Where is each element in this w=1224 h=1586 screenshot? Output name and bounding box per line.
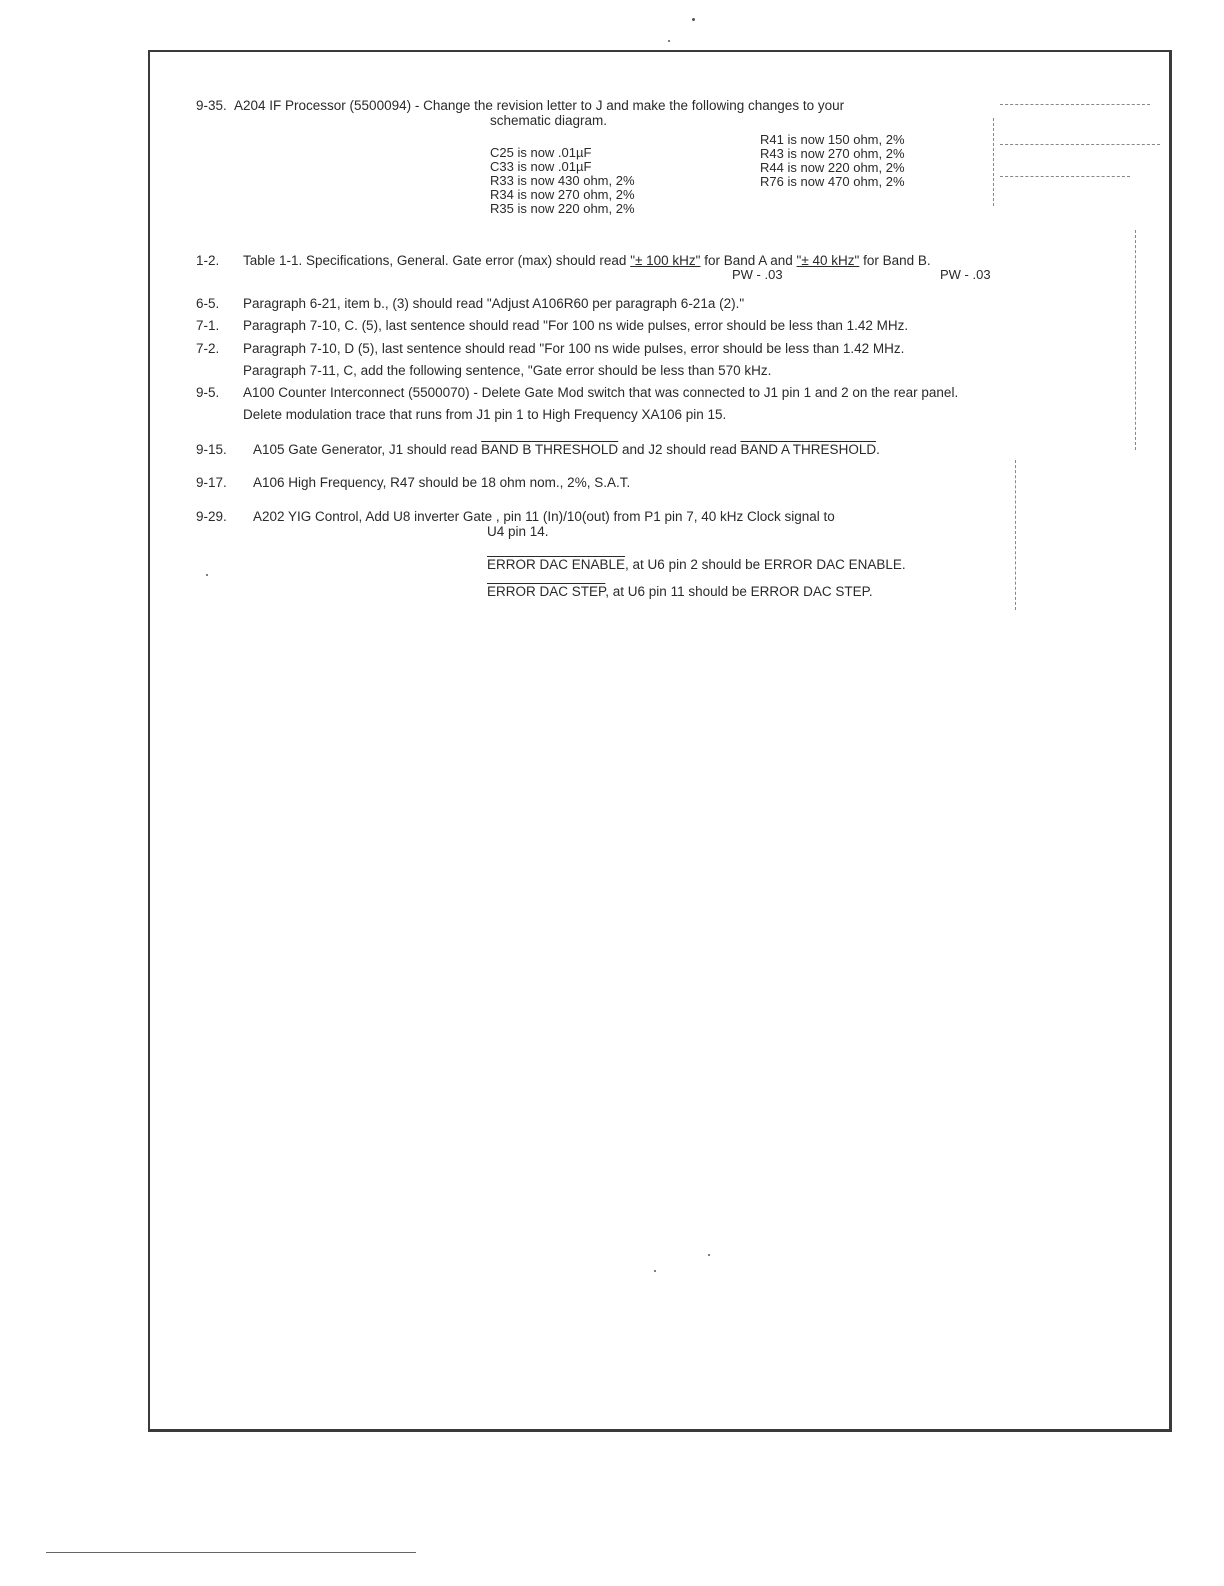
change-item: C33 is now .01µF: [490, 159, 592, 174]
note-number-9-17: 9-17.: [196, 475, 227, 490]
change-item: R43 is now 270 ohm, 2%: [760, 146, 905, 161]
scan-speck: [668, 40, 670, 42]
note-9-29-text2: U4 pin 14.: [487, 524, 549, 539]
fraction-band-a: "± 100 kHz": [630, 253, 701, 268]
signal-error-dac-step: ERROR DAC STEP: [487, 584, 606, 599]
note-1-2-post: for Band B.: [859, 253, 931, 268]
note-9-35-line2: schematic diagram.: [490, 113, 608, 128]
signal-band-b-threshold: BAND B THRESHOLD: [481, 442, 619, 457]
change-item: R41 is now 150 ohm, 2%: [760, 132, 905, 147]
scan-speck: [206, 574, 208, 576]
note-9-35-line1: A204 IF Processor (5500094) - Change the revision letter to J and make the following changes to your: [234, 98, 845, 113]
note-7-1-text: Paragraph 7-10, C. (5), last sentence should read "For 100 ns wide pulses, error should be less than 1.42 MHz.: [243, 318, 909, 333]
denominator-band-b: PW - .03: [940, 267, 991, 282]
note-9-29-line3: [487, 557, 906, 573]
note-9-17-text: A106 High Frequency, R47 should be 18 ohm nom., 2%, S.A.T.: [253, 475, 631, 490]
note-number-7-2: 7-2.: [196, 341, 220, 356]
fraction-band-b: "± 40 kHz": [796, 253, 860, 268]
note-number-9-35: 9-35.: [196, 98, 227, 113]
note-9-15-pre: A105 Gate Generator, J1 should read: [253, 442, 482, 457]
note-1-2-mid: for Band A and: [700, 253, 797, 268]
scan-speck: [708, 1254, 710, 1256]
faint-mark: [1000, 144, 1160, 145]
note-number-9-15: 9-15.: [196, 442, 227, 457]
note-7-2-text: Paragraph 7-10, D (5), last sentence should read "For 100 ns wide pulses, error should be less than 1.42 MHz.: [243, 341, 905, 356]
signal-band-a-threshold: BAND A THRESHOLD: [740, 442, 877, 457]
faint-mark: [1015, 460, 1016, 610]
signal-error-dac-enable: ERROR DAC ENABLE: [487, 557, 626, 572]
note-7-2-text2: Paragraph 7-11, C, add the following sentence, "Gate error should be less than 570 kHz.: [243, 363, 772, 378]
faint-mark: [993, 118, 994, 206]
note-9-29-line4-rest: , at U6 pin 11 should be ERROR DAC STEP.: [605, 584, 873, 599]
note-1-2-text: [243, 253, 931, 269]
faint-mark: [1135, 230, 1136, 450]
faint-mark: [1000, 104, 1150, 105]
note-6-5-text: Paragraph 6-21, item b., (3) should read "Adjust A106R60 per paragraph 6-21a (2).": [243, 296, 745, 311]
change-item: R34 is now 270 ohm, 2%: [490, 187, 635, 202]
note-9-15-post: .: [876, 442, 880, 457]
change-item: R35 is now 220 ohm, 2%: [490, 201, 635, 216]
note-number-1-2: 1-2.: [196, 253, 220, 268]
change-item: R44 is now 220 ohm, 2%: [760, 160, 905, 175]
note-9-5-text: A100 Counter Interconnect (5500070) - Delete Gate Mod switch that was connected to J1 pin 1 and 2 on the rear panel.: [243, 385, 959, 400]
note-number-6-5: 6-5.: [196, 296, 220, 311]
scan-speck: [692, 18, 695, 21]
note-9-5-text2: Delete modulation trace that runs from J1 pin 1 to High Frequency XA106 pin 15.: [243, 407, 727, 422]
note-9-15-text: [253, 442, 880, 458]
change-item: R76 is now 470 ohm, 2%: [760, 174, 905, 189]
note-number-9-5: 9-5.: [196, 385, 220, 400]
note-9-29-text: A202 YIG Control, Add U8 inverter Gate , pin 11 (In)/10(out) from P1 pin 7, 40 kHz Clock signal to: [253, 509, 835, 524]
denominator-band-a: PW - .03: [732, 267, 783, 282]
note-1-2-pre: Table 1-1. Specifications, General. Gate error (max) should read: [243, 253, 631, 268]
change-item: C25 is now .01µF: [490, 145, 592, 160]
note-number-7-1: 7-1.: [196, 318, 220, 333]
note-9-15-mid: and J2 should read: [618, 442, 741, 457]
scan-edge-line: [46, 1552, 416, 1553]
note-9-29-line3-rest: , at U6 pin 2 should be ERROR DAC ENABLE.: [625, 557, 906, 572]
note-9-29-line4: [487, 584, 873, 600]
note-number-9-29: 9-29.: [196, 509, 227, 524]
scan-speck: [654, 1270, 656, 1272]
change-item: R33 is now 430 ohm, 2%: [490, 173, 635, 188]
faint-mark: [1000, 176, 1130, 177]
